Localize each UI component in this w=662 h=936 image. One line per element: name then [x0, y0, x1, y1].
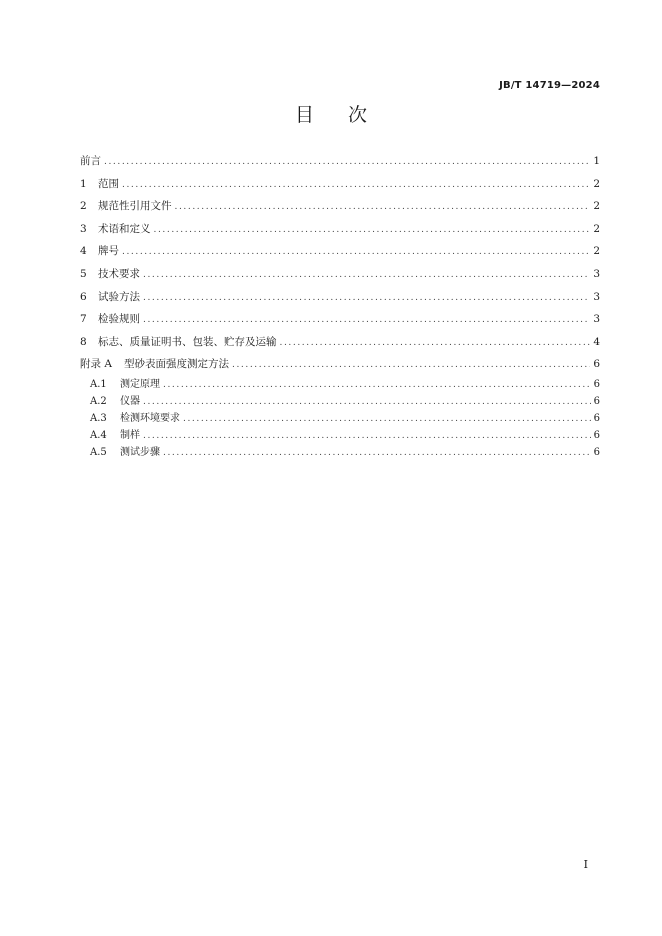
toc-page: 6 — [593, 429, 600, 441]
toc-leader — [280, 332, 591, 355]
toc-entry-a2[interactable] — [80, 393, 600, 410]
toc-leader — [143, 264, 590, 287]
toc-number: A.5 — [90, 446, 107, 458]
toc-leader — [232, 354, 590, 377]
toc-page: 3 — [593, 290, 600, 303]
toc-page: 6 — [593, 446, 600, 458]
toc-label: 检验规则 — [98, 313, 140, 326]
toc-entry-8[interactable] — [80, 331, 600, 354]
toc-leader — [143, 428, 591, 445]
toc-label: 牌号 — [98, 245, 119, 258]
toc-leader — [122, 174, 590, 197]
toc-leader — [143, 287, 590, 310]
toc-page: 6 — [593, 412, 600, 424]
page-title: 目 次 — [294, 104, 382, 126]
toc-leader — [104, 151, 590, 174]
toc-entry-3[interactable] — [80, 218, 600, 241]
toc-leader — [163, 445, 591, 462]
toc-label: 标志、质量证明书、包装、贮存及运输 — [98, 335, 277, 348]
toc-number: A.1 — [90, 378, 107, 390]
toc-page: 6 — [593, 395, 600, 407]
toc-entry-4[interactable] — [80, 240, 600, 263]
toc-entry-2[interactable] — [80, 195, 600, 218]
toc-label: 制样 — [120, 429, 140, 441]
toc-leader — [154, 219, 591, 242]
toc-label: 前言 — [80, 155, 101, 167]
toc-page: 2 — [593, 177, 600, 190]
toc-entry-a4[interactable] — [80, 427, 600, 444]
toc-label: 检测环境要求 — [120, 412, 180, 424]
toc-number: A.4 — [90, 429, 107, 441]
toc-label: 范围 — [98, 177, 119, 190]
toc-entry-appendix-a[interactable] — [80, 353, 600, 376]
toc-number: A.2 — [90, 395, 107, 407]
toc-number: 7 — [80, 313, 87, 326]
toc-leader — [163, 377, 591, 394]
toc-number: 8 — [80, 335, 87, 348]
toc-number: 3 — [80, 222, 87, 235]
toc-page: 2 — [593, 222, 600, 235]
toc-label: 型砂表面强度测定方法 — [124, 358, 229, 371]
toc-entry-a1[interactable] — [80, 376, 600, 393]
toc-entry-a3[interactable] — [80, 410, 600, 427]
toc-page: 6 — [593, 378, 600, 390]
toc-leader — [122, 241, 590, 264]
toc-number: 2 — [80, 200, 87, 213]
toc-page: 4 — [593, 335, 600, 348]
toc-label: 术语和定义 — [98, 222, 151, 235]
page-number: I — [583, 858, 588, 871]
toc-number: 附录 A — [80, 358, 112, 371]
toc-label: 仪器 — [120, 395, 140, 407]
table-of-contents — [80, 150, 600, 461]
toc-number: 4 — [80, 245, 87, 258]
toc-label: 测定原理 — [120, 378, 160, 390]
toc-page: 6 — [593, 358, 600, 371]
toc-entry-a5[interactable] — [80, 444, 600, 461]
toc-number: 5 — [80, 267, 87, 280]
toc-page: 1 — [593, 155, 600, 167]
toc-number: 1 — [80, 177, 87, 190]
toc-label: 规范性引用文件 — [98, 200, 172, 213]
toc-leader — [175, 196, 591, 219]
toc-number: 6 — [80, 290, 87, 303]
toc-page: 2 — [593, 245, 600, 258]
toc-entry-preface[interactable] — [80, 150, 600, 173]
toc-label: 技术要求 — [98, 267, 140, 280]
toc-page: 2 — [593, 200, 600, 213]
toc-entry-5[interactable] — [80, 263, 600, 286]
toc-page: 3 — [593, 313, 600, 326]
toc-entry-7[interactable] — [80, 308, 600, 331]
toc-leader — [143, 394, 591, 411]
toc-entry-6[interactable] — [80, 286, 600, 309]
toc-label: 测试步骤 — [120, 446, 160, 458]
toc-number: A.3 — [90, 412, 107, 424]
toc-label: 试验方法 — [98, 290, 140, 303]
toc-leader — [183, 411, 591, 428]
toc-leader — [143, 309, 590, 332]
toc-entry-1[interactable] — [80, 173, 600, 196]
toc-page: 3 — [593, 267, 600, 280]
standard-code: JB/T 14719—2024 — [499, 80, 600, 91]
